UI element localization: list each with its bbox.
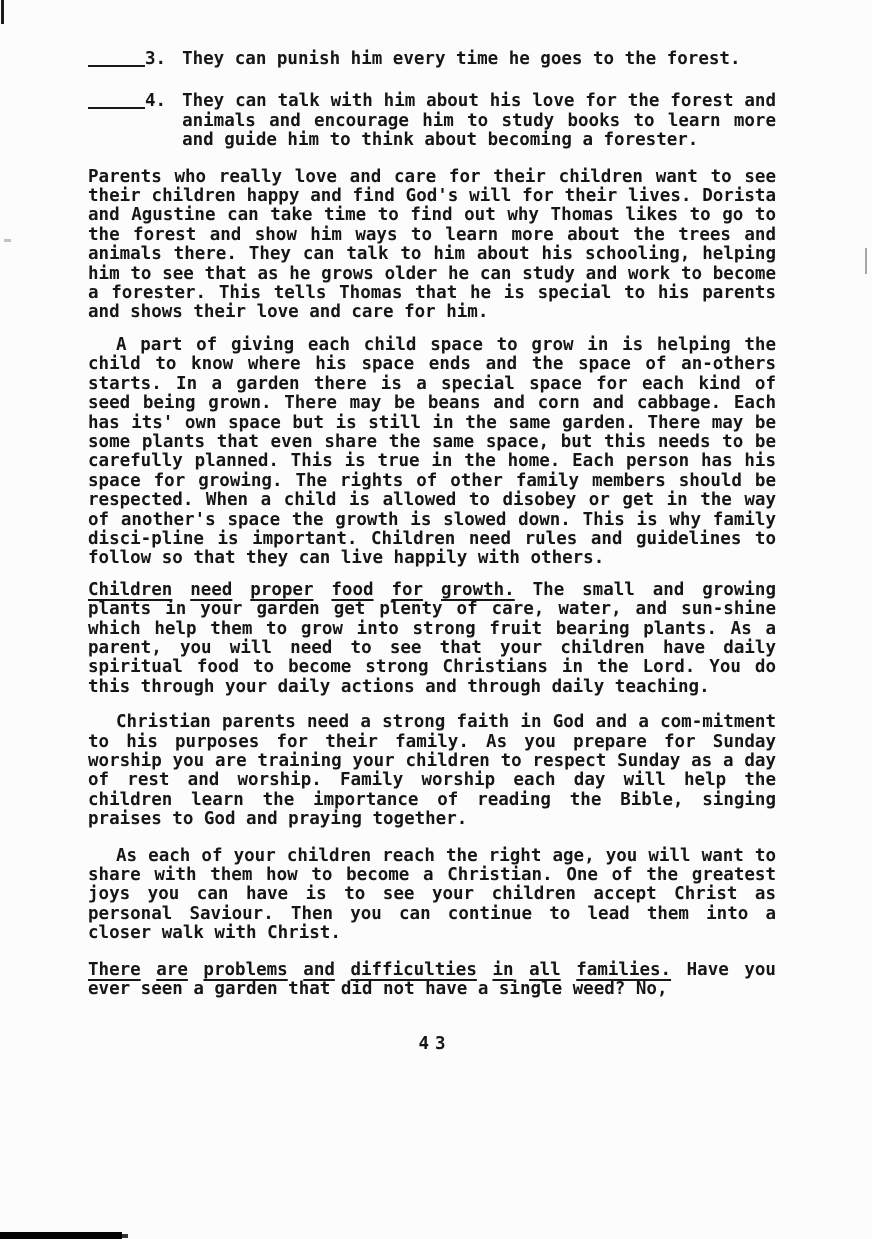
question-number: 3.: [145, 49, 167, 69]
scan-artifact-bar: [0, 1232, 122, 1239]
paragraph-body-text: The small and growing plants in your garden get plenty of care, water, and sun-shine which help them to grow into strong fruit bearing plants. As a parent, you will need to see that your children have daily spiritual food to become strong Christians in the Lord. You do this through your daily actions and through daily teaching.: [88, 579, 776, 697]
underlined-lead-phrase: Children need proper food for growth.: [88, 579, 515, 600]
question-item-4: [88, 92, 776, 150]
paragraph-problems-difficulties: [88, 961, 776, 1000]
page-number: 43: [418, 1034, 452, 1055]
scan-speck-right: [865, 248, 867, 274]
question-number: 4.: [145, 91, 167, 112]
answer-blank-line: [88, 50, 145, 67]
paragraph-right-age: As each of your children reach the right age, you will want to share with them how to become a Christian. One of the greatest joys you can have is to see your children accept Christ as personal Saviour. Then you can continue to lead them into a closer walk with Christ.: [88, 845, 776, 944]
question-item-3: [88, 50, 776, 69]
page-content: [88, 50, 776, 1055]
paragraph-child-space: A part of giving each child space to grow in is helping the child to know where his space ends and the space of an-others starts. In a garden there is a special space for each kind of seed being grown. There may be beans and corn and cabbage. Each has its' own space but is still in the same garden. There may be some plants that even share the same space, but this needs to be carefully planned. This is true in the home. Each person has his space for growing. The rights of other family members should be respected. When a child is allowed to disobey or get in the way of another's space the growth is slowed down. This is why family disci-pline is important. Children need rules and guidelines to follow so that they can live happily with others.: [88, 334, 776, 569]
paragraph-body-text: Have you ever seen a garden that did not have a single weed? No,: [88, 959, 776, 1000]
scan-artifact-bar-nub: [122, 1234, 128, 1238]
paragraph-parents-love: Parents who really love and care for their children want to see their children happy and find God's will for their lives. Dorista and Agustine can take time to find out why Thomas likes to go to the forest and show him ways to learn more about the trees and animals there. They can talk to him about his schooling, helping him to see that as he grows older he can study and work to become a forester. This tells Thomas that he is special to his parents and shows their love and care for him.: [88, 166, 776, 323]
paragraph-christian-parents: Christian parents need a strong faith in God and a com-mitment to his purposes for their family. As you prepare for Sunday worship you are training your children to respect Sunday as a day of rest and worship. Family worship each day will help the children learn the importance of reading the Bible, singing praises to God and praying together.: [88, 712, 776, 830]
scan-speck-left: [4, 239, 11, 242]
scan-edge-line: [1, 0, 4, 24]
underlined-lead-phrase: There are problems and difficulties in all families.: [88, 959, 672, 980]
paragraph-proper-food: [88, 581, 776, 697]
question-text: They can talk with him about his love for the forest and animals and encourage him to study books to learn more and guide him to think about becoming a forester.: [182, 91, 776, 151]
answer-blank-line: [88, 92, 145, 109]
question-text: They can punish him every time he goes to the forest.: [182, 49, 741, 69]
